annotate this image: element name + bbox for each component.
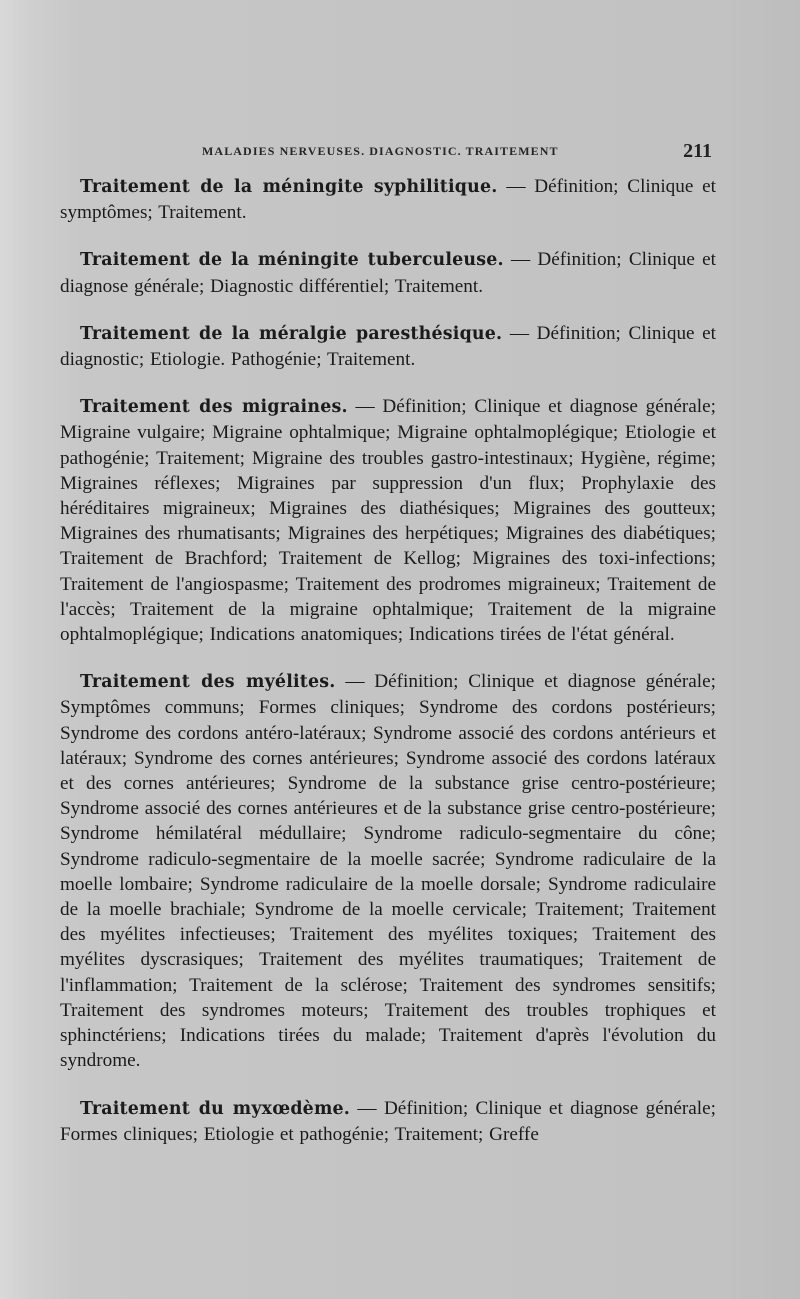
page-number: 211 [683,140,712,162]
entry-heading: Traitement de la méralgie paresthésique. [80,323,503,344]
entry-meningite-syphilitique [60,174,716,225]
entry-meralgie-paresthesique [60,321,716,372]
entry-migraines [60,394,716,647]
book-page [60,140,716,1169]
entry-text: — Définition; Clinique et diagnose générale; Formes cliniques; Etiologie et pathogénie; Traitement; Greffe [60,1097,716,1145]
entry-myelites [60,669,716,1073]
entry-heading: Traitement de la méningite tuberculeuse. [80,250,504,271]
running-title: MALADIES NERVEUSES. DIAGNOSTIC. TRAITEMENT [202,144,559,158]
entry-text: — Définition; Clinique et symptômes; Traitement. [60,176,716,224]
page-header [60,140,716,174]
entry-text: — Définition; Clinique et diagnose générale; Diagnostic différentiel; Traitement. [60,249,716,297]
entry-myxoedeme [60,1096,716,1147]
entry-heading: Traitement des migraines. [80,397,348,418]
entry-heading: Traitement des myélites. [80,672,336,693]
entry-meningite-tuberculeuse [60,247,716,298]
entry-text: — Définition; Clinique et diagnostic; Etiologie. Pathogénie; Traitement. [60,322,716,371]
entry-heading: Traitement de la méningite syphilitique. [80,177,498,197]
entry-text: — Définition; Clinique et diagnose générale; Symptômes communs; Formes cliniques; Syndrome des cordons postérieurs; Syndrome des cordons antéro-latéraux; Syndrome associé des cordons antérieurs et latéraux; Syndrome des cornes antérieures; Syndrome associé des cordons latéraux et des cornes antérieures; Syndrome de la substance grise centro-postérieure; Syndrome associé des cornes antérieures et de la substance grise centro-postérieure; Syndrome hémilatéral médullaire; Syndrome radiculo-segmentaire du cône; Syndrome radiculo-segmentaire de la moelle sacrée; Syndrome radiculaire de la moelle lombaire; Syndrome radiculaire de la moelle dorsale; Syndrome radiculaire de la moelle brachiale; Syndrome de la moelle cervicale; Traitement; Traitement des myélites infectieuses; Traitement des myélites toxiques; Traitement des myélites dyscrasiques; Traitement des myélites traumatiques; Traitement de l'inflammation; Traitement de la sclérose; Traitement des syndromes sensitifs; Traitement des syndromes moteurs; Traitement des troubles trophiques et sphinctériens; Indications tirées du malade; Traitement d'après l'évolution du syndrome. [60,671,716,1072]
entry-heading: Traitement du myxœdème. [80,1098,351,1119]
entry-text: — Définition; Clinique et diagnose générale; Migraine vulgaire; Migraine ophtalmique; Migraine ophtalmoplégique; Etiologie et pathogénie; Traitement; Migraine des troubles gastro-intestinaux; Hygiène, régime; Migraines réflexes; Migraines par suppression d'un flux; Prophylaxie des héréditaires migraineux; Migraines des diathésiques; Migraines des goutteux; Migraines des rhumatisants; Migraines des herpétiques; Migraines des diabétiques; Traitement de Brachford; Traitement de Kellog; Migraines des toxi-infections; Traitement de l'angiospasme; Traitement des prodromes migraineux; Traitement de l'accès; Traitement de la migraine ophtalmique; Traitement de la migraine ophtalmoplégique; Indications anatomiques; Indications tirées de l'état général. [60,396,716,646]
